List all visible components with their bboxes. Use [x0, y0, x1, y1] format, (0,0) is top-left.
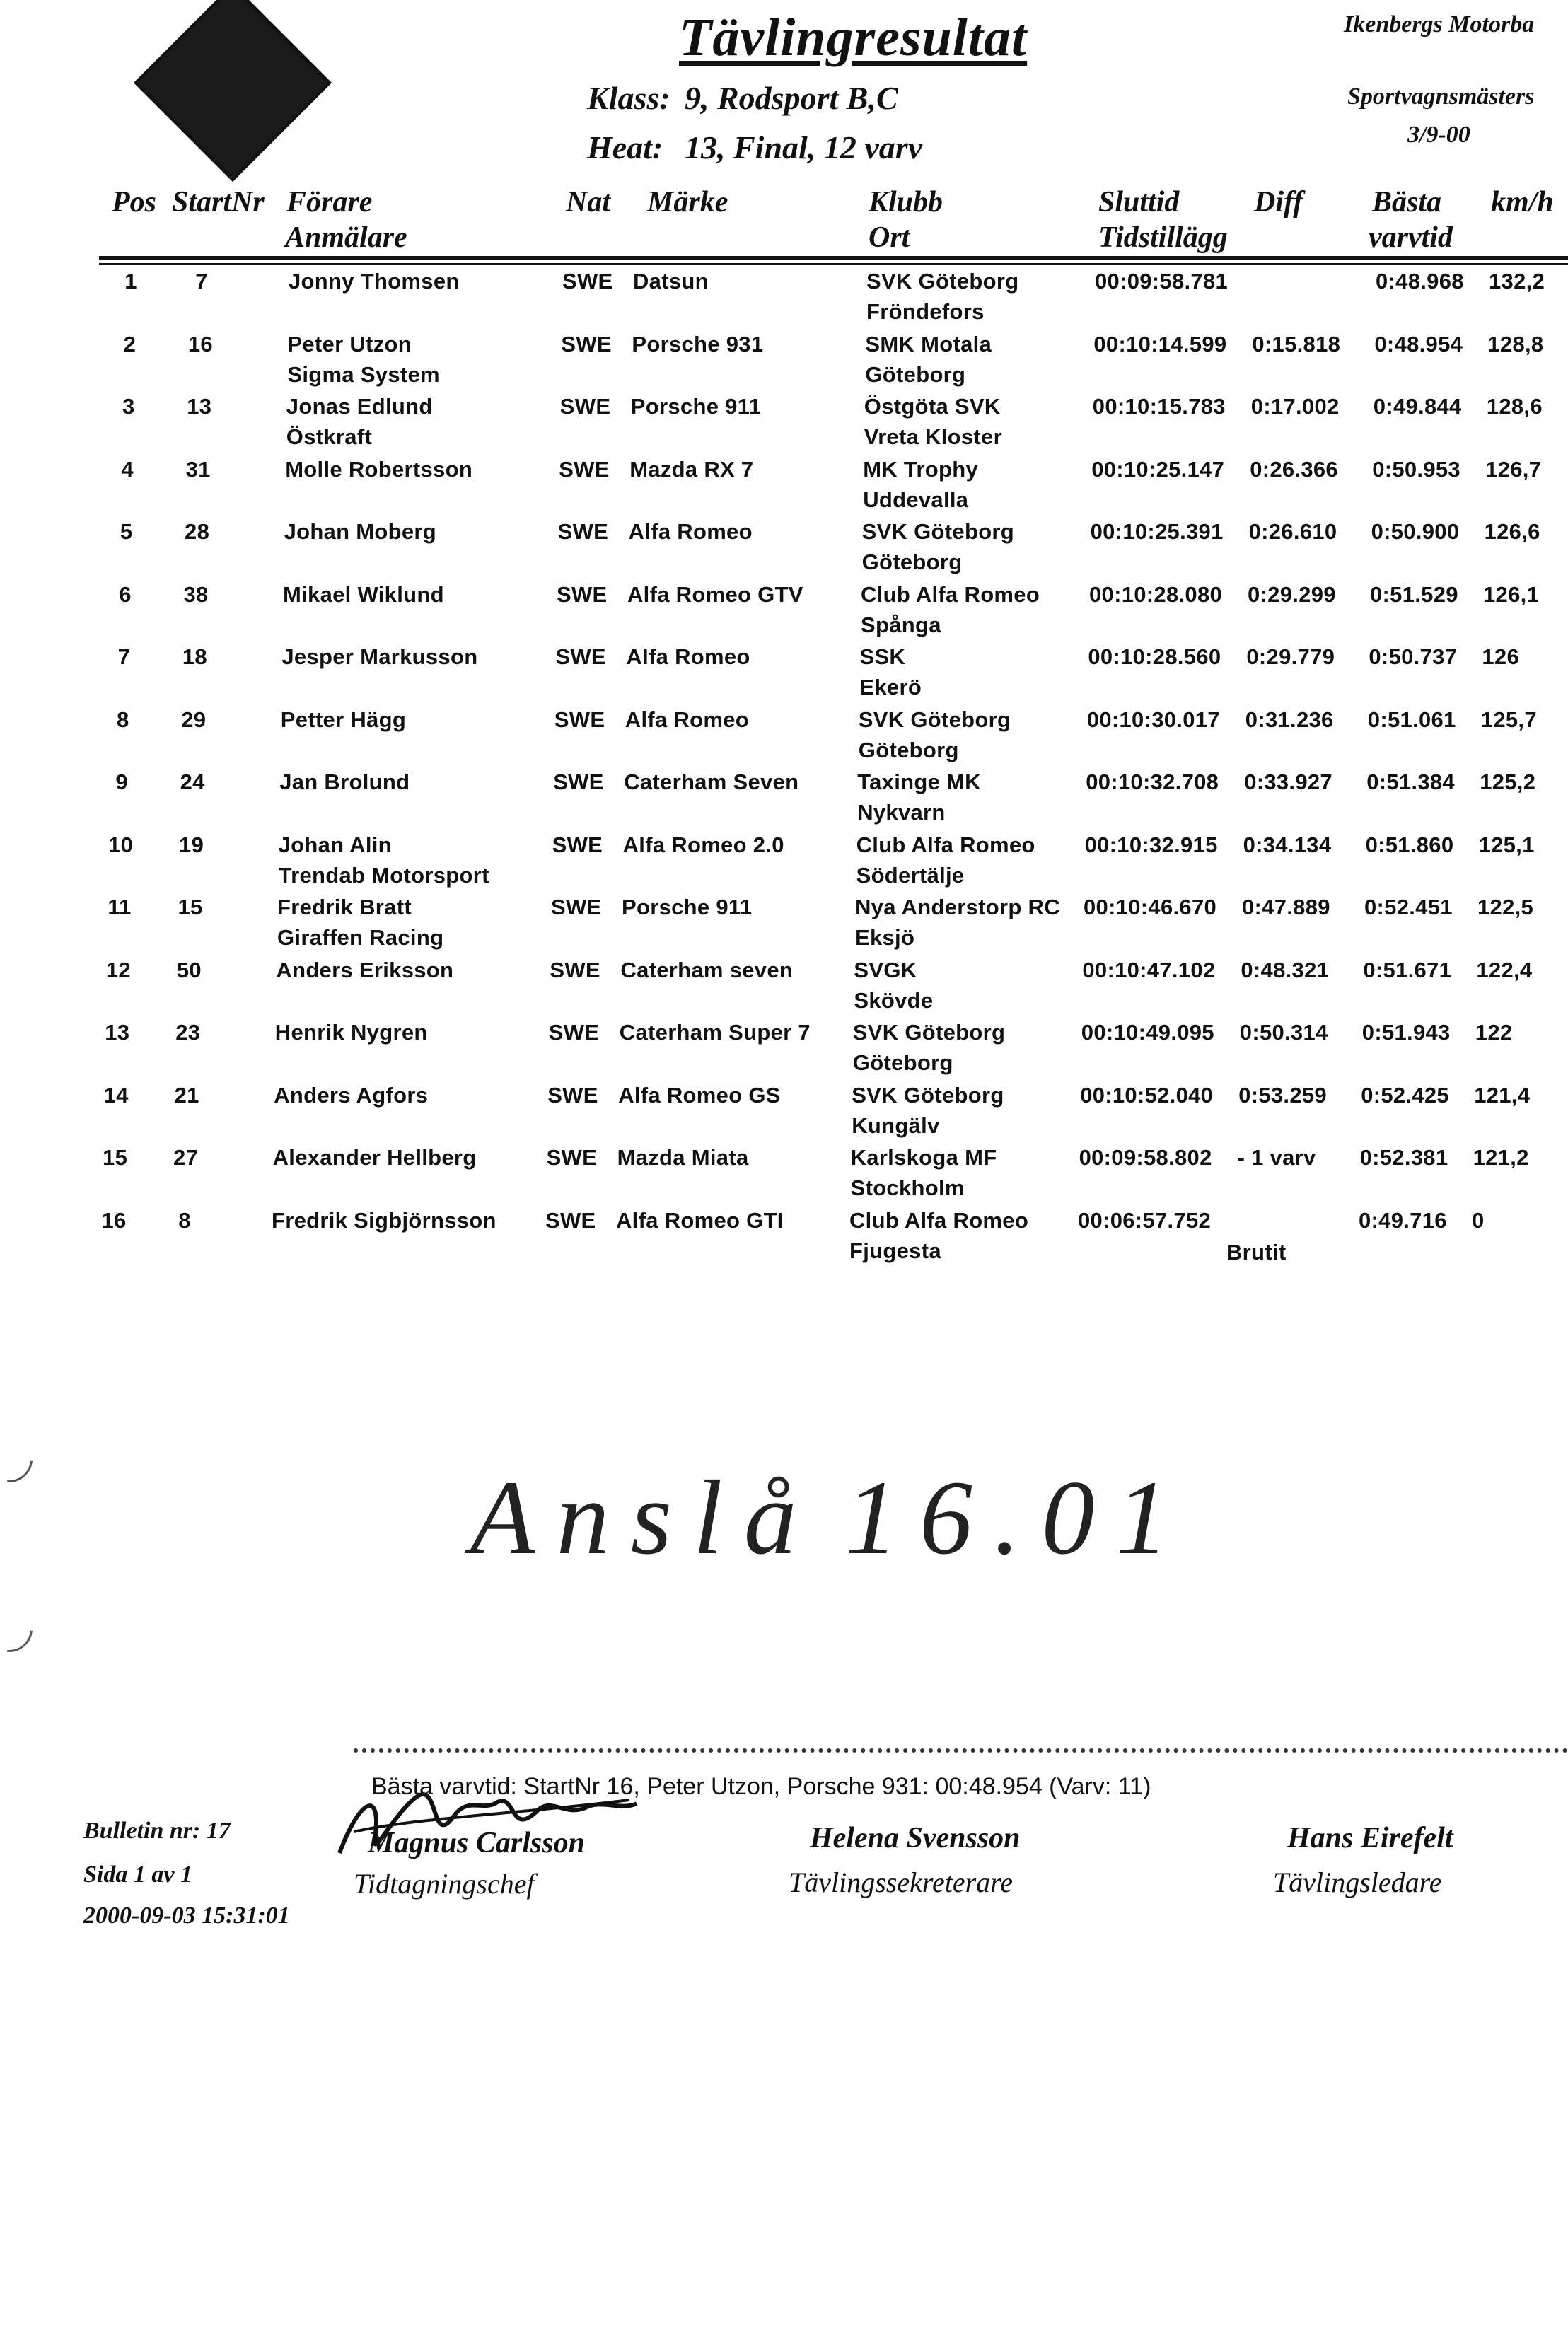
cell-sluttid: 00:10:25.391	[1090, 519, 1224, 544]
cell-marke: Porsche 911	[630, 394, 762, 419]
cell-ort: Uddevalla	[863, 487, 969, 512]
cell-ort: Göteborg	[861, 550, 963, 574]
cell-pos: 4	[121, 456, 134, 482]
cell-nat: SWE	[545, 1207, 596, 1233]
cell-ort: Vreta Kloster	[864, 424, 1002, 449]
cell-kmh: 126,1	[1483, 581, 1540, 607]
cell-startnr: 8	[178, 1207, 191, 1233]
cell-klubb: Taxinge MK	[857, 769, 981, 794]
cell-anmalare: Östkraft	[286, 424, 373, 449]
cell-forare: Fredrik Sigbjörnsson	[272, 1207, 496, 1233]
punch-hole-mark	[0, 1596, 42, 1662]
handwritten-note-time: 16.01	[845, 1459, 1190, 1576]
best-lap-note: Bästa varvtid: StartNr 16, Peter Utzon, Porsche 931: 00:48.954 (Varv: 11)	[371, 1773, 1151, 1800]
cell-forare: Anders Agfors	[274, 1082, 429, 1108]
cell-note: Brutit	[1226, 1239, 1287, 1265]
cell-basta: 0:48.968	[1376, 269, 1464, 294]
cell-nat: SWE	[561, 331, 612, 356]
cell-forare: Mikael Wiklund	[283, 581, 444, 607]
cell-pos: 13	[105, 1020, 130, 1045]
cell-marke: Caterham Seven	[624, 769, 799, 794]
col-klubb: Klubb	[869, 186, 943, 219]
cell-marke: Porsche 911	[622, 895, 753, 919]
cell-pos: 2	[123, 331, 137, 356]
cell-forare: Jesper Markusson	[281, 644, 478, 669]
cell-startnr: 31	[185, 456, 211, 482]
cell-nat: SWE	[562, 269, 613, 294]
series-name: Sportvagnsmästers	[1347, 83, 1535, 110]
col-kmh: km/h	[1491, 186, 1554, 219]
cell-nat: SWE	[555, 644, 606, 669]
cell-pos: 16	[101, 1207, 127, 1233]
punch-hole-mark	[0, 1427, 42, 1492]
signature-1-role: Tidtagningschef	[354, 1868, 535, 1900]
signature-1-name: Magnus Carlsson	[368, 1827, 585, 1859]
cell-pos: 7	[117, 644, 131, 669]
cell-ort: Stockholm	[850, 1175, 965, 1200]
cell-kmh: 126,7	[1485, 456, 1542, 482]
cell-anmalare: Sigma System	[287, 361, 440, 387]
cell-kmh: 128,6	[1486, 394, 1543, 419]
cell-klubb: SVK Göteborg	[861, 519, 1015, 544]
cell-diff: 0:53.259	[1238, 1082, 1327, 1108]
cell-startnr: 21	[174, 1082, 199, 1108]
cell-pos: 5	[120, 519, 133, 544]
cell-klubb: SVK Göteborg	[852, 1082, 1004, 1108]
cell-kmh: 125,2	[1480, 769, 1536, 794]
cell-startnr: 15	[178, 895, 203, 919]
cell-forare: Alexander Hellberg	[272, 1145, 477, 1170]
cell-sluttid: 00:09:58.802	[1079, 1145, 1212, 1170]
cell-nat: SWE	[559, 456, 610, 482]
cell-kmh: 0	[1472, 1207, 1485, 1233]
cell-pos: 1	[124, 269, 137, 294]
print-timestamp: 2000-09-03 15:31:01	[83, 1903, 290, 1929]
cell-sluttid: 00:10:47.102	[1082, 957, 1216, 982]
cell-klubb: MK Trophy	[863, 456, 979, 482]
cell-sluttid: 00:10:32.915	[1084, 832, 1218, 857]
cell-ort: Nykvarn	[857, 800, 946, 825]
cell-klubb: SVK Göteborg	[866, 269, 1019, 294]
cell-marke: Mazda Miata	[617, 1145, 749, 1170]
cell-sluttid: 00:10:28.560	[1088, 644, 1221, 669]
cell-sluttid: 00:06:57.752	[1078, 1207, 1212, 1233]
cell-startnr: 27	[173, 1145, 199, 1170]
cell-forare: Molle Robertsson	[285, 456, 473, 482]
cell-ort: Göteborg	[858, 737, 959, 762]
cell-forare: Jonny Thomsen	[289, 269, 460, 294]
cell-nat: SWE	[557, 581, 608, 607]
cell-marke: Datsun	[633, 269, 709, 294]
cell-startnr: 16	[187, 331, 213, 356]
cell-kmh: 122,4	[1476, 957, 1533, 982]
cell-forare: Fredrik Bratt	[277, 895, 412, 919]
page-title: Tävlingresultat	[679, 8, 1028, 67]
cell-startnr: 24	[180, 769, 205, 794]
cell-basta: 0:51.860	[1365, 832, 1454, 857]
cell-kmh: 122	[1475, 1020, 1513, 1045]
cell-nat: SWE	[557, 519, 609, 544]
cell-pos: 6	[119, 581, 132, 607]
cell-diff: 0:48.321	[1241, 957, 1330, 982]
cell-sluttid: 00:10:14.599	[1093, 331, 1227, 356]
handwritten-note-word: Anslå	[470, 1459, 818, 1576]
cell-sluttid: 00:10:49.095	[1081, 1020, 1214, 1045]
cell-marke: Caterham Super 7	[619, 1020, 811, 1045]
col-sluttid: Sluttid	[1098, 186, 1180, 219]
cell-startnr: 13	[187, 394, 212, 419]
cell-sluttid: 00:10:28.080	[1089, 581, 1223, 607]
cell-ort: Ekerö	[859, 675, 922, 699]
cell-forare: Johan Moberg	[284, 519, 437, 544]
cell-klubb: Club Alfa Romeo	[856, 832, 1035, 857]
cell-diff: 0:34.134	[1243, 832, 1332, 857]
cell-basta: 0:52.451	[1364, 895, 1453, 919]
cell-sluttid: 00:09:58.781	[1095, 269, 1229, 294]
cell-kmh: 126,6	[1484, 519, 1540, 544]
cell-pos: 12	[105, 957, 131, 982]
cell-marke: Alfa Romeo GTI	[616, 1207, 784, 1233]
footer-dotted-line	[354, 1748, 1568, 1753]
cell-ort: Fröndefors	[866, 299, 985, 324]
cell-forare: Jonas Edlund	[286, 394, 433, 419]
col-startnr: StartNr	[172, 186, 265, 219]
cell-marke: Alfa Romeo	[625, 707, 750, 732]
cell-klubb: SVK Göteborg	[858, 707, 1011, 732]
cell-nat: SWE	[550, 957, 600, 982]
cell-forare: Peter Utzon	[287, 331, 412, 356]
cell-sluttid: 00:10:25.147	[1091, 456, 1225, 482]
cell-ort: Göteborg	[852, 1050, 953, 1075]
cell-klubb: Club Alfa Romeo	[849, 1207, 1029, 1233]
signature-2-name: Helena Svensson	[810, 1822, 1021, 1854]
cell-marke: Alfa Romeo GTV	[627, 581, 803, 607]
cell-forare: Henrik Nygren	[274, 1020, 428, 1045]
cell-diff: 0:29.299	[1248, 581, 1336, 607]
cell-anmalare: Giraffen Racing	[277, 925, 444, 950]
cell-basta: 0:52.381	[1359, 1145, 1448, 1170]
cell-forare: Johan Alin	[278, 832, 392, 857]
col-pos: Pos	[112, 186, 156, 219]
cell-klubb: SVGK	[854, 957, 917, 982]
cell-ort: Fjugesta	[849, 1238, 941, 1263]
col-nat: Nat	[566, 186, 610, 219]
cell-ort: Spånga	[861, 612, 941, 637]
cell-sluttid: 00:10:32.708	[1086, 769, 1219, 794]
cell-klubb: Karlskoga MF	[850, 1145, 997, 1170]
header-rule	[99, 256, 1568, 260]
cell-marke: Alfa Romeo 2.0	[622, 832, 784, 857]
cell-pos: 3	[122, 394, 135, 419]
col-marke: Märke	[647, 186, 728, 219]
cell-basta: 0:50.900	[1371, 519, 1460, 544]
cell-ort: Södertälje	[856, 862, 965, 888]
cell-basta: 0:51.529	[1370, 581, 1458, 607]
col-anmalare: Anmälare	[285, 221, 407, 254]
cell-pos: 8	[117, 707, 129, 732]
cell-diff: 0:50.314	[1239, 1020, 1328, 1045]
cell-forare: Anders Eriksson	[276, 957, 454, 982]
cell-klubb: SMK Motala	[865, 331, 992, 356]
cell-kmh: 121,4	[1474, 1082, 1531, 1108]
cell-sluttid: 00:10:15.783	[1092, 394, 1226, 419]
cell-startnr: 28	[185, 519, 210, 544]
cell-klubb: Club Alfa Romeo	[861, 581, 1040, 607]
cell-klubb: SVK Göteborg	[852, 1020, 1006, 1045]
cell-nat: SWE	[548, 1020, 600, 1045]
cell-sluttid: 00:10:30.017	[1086, 707, 1220, 732]
cell-klubb: Nya Anderstorp RC	[855, 895, 1060, 919]
event-date: 3/9-00	[1407, 122, 1470, 148]
col-forare: Förare	[286, 186, 373, 219]
cell-kmh: 132,2	[1489, 269, 1545, 294]
cell-diff: 0:26.610	[1248, 519, 1337, 544]
cell-basta: 0:51.943	[1361, 1020, 1451, 1045]
cell-ort: Eksjö	[855, 925, 915, 950]
cell-kmh: 126	[1482, 644, 1520, 669]
cell-startnr: 7	[195, 269, 208, 294]
cell-kmh: 128,8	[1487, 331, 1544, 356]
cell-pos: 11	[108, 895, 132, 919]
heat-value: 13, Final, 12 varv	[685, 129, 923, 165]
cell-nat: SWE	[547, 1082, 598, 1108]
cell-basta: 0:49.844	[1373, 394, 1462, 419]
col-ort: Ort	[869, 221, 910, 254]
cell-diff: 0:15.818	[1252, 331, 1341, 356]
cell-pos: 10	[108, 832, 134, 857]
cell-anmalare: Trendab Motorsport	[278, 862, 489, 888]
cell-ort: Kungälv	[852, 1113, 940, 1138]
cell-marke: Mazda RX 7	[629, 456, 754, 482]
cell-marke: Alfa Romeo	[626, 644, 750, 669]
cell-basta: 0:48.954	[1374, 331, 1463, 356]
cell-diff: 0:17.002	[1250, 394, 1340, 419]
cell-nat: SWE	[554, 707, 605, 732]
cell-diff: 0:26.366	[1250, 456, 1338, 482]
klass-label: Klass:	[587, 80, 670, 116]
cell-basta: 0:50.953	[1372, 456, 1460, 482]
cell-startnr: 18	[182, 644, 207, 669]
heat-label: Heat:	[587, 129, 663, 165]
cell-diff: 0:31.236	[1245, 707, 1334, 732]
klass-value: 9, Rodsport B,C	[685, 80, 898, 116]
cell-basta: 0:49.716	[1359, 1207, 1447, 1233]
page-count: Sida 1 av 1	[83, 1861, 192, 1888]
cell-nat: SWE	[546, 1145, 598, 1170]
cell-sluttid: 00:10:46.670	[1084, 895, 1217, 919]
signature-2-role: Tävlingssekreterare	[789, 1866, 1013, 1898]
cell-basta: 0:51.384	[1366, 769, 1455, 794]
col-diff: Diff	[1254, 186, 1303, 219]
col-basta: Bästa	[1372, 186, 1442, 219]
organizer-name: Ikenbergs Motorba	[1344, 11, 1535, 37]
cell-pos: 14	[103, 1082, 129, 1108]
cell-startnr: 29	[181, 707, 207, 732]
cell-kmh: 125,1	[1478, 832, 1535, 857]
cell-kmh: 125,7	[1480, 707, 1537, 732]
cell-marke: Alfa Romeo	[628, 519, 753, 544]
cell-nat: SWE	[559, 394, 611, 419]
cell-pos: 15	[103, 1145, 128, 1170]
cell-diff: 0:47.889	[1242, 895, 1330, 919]
cell-marke: Caterham seven	[620, 957, 794, 982]
cell-ort: Göteborg	[865, 361, 966, 387]
cell-klubb: Östgöta SVK	[864, 394, 1001, 419]
cell-sluttid: 00:10:52.040	[1080, 1082, 1214, 1108]
cell-basta: 0:51.671	[1363, 957, 1452, 982]
cell-startnr: 38	[183, 581, 209, 607]
cell-marke: Alfa Romeo GS	[618, 1082, 781, 1108]
cell-marke: Porsche 931	[632, 331, 764, 356]
cell-startnr: 50	[176, 957, 202, 982]
cell-kmh: 121,2	[1473, 1145, 1529, 1170]
cell-klubb: SSK	[859, 644, 906, 669]
cell-basta: 0:51.061	[1367, 707, 1456, 732]
cell-diff: 0:29.779	[1246, 644, 1335, 669]
cell-nat: SWE	[552, 832, 603, 857]
bulletin-number: Bulletin nr: 17	[83, 1818, 231, 1844]
cell-basta: 0:52.425	[1361, 1082, 1449, 1108]
cell-nat: SWE	[551, 895, 602, 919]
cell-pos: 9	[115, 769, 128, 794]
cell-basta: 0:50.737	[1369, 644, 1458, 669]
col-varvtid: varvtid	[1369, 221, 1453, 254]
cell-kmh: 122,5	[1477, 895, 1534, 919]
signature-3-name: Hans Eirefelt	[1287, 1822, 1453, 1854]
cell-forare: Petter Hägg	[280, 707, 407, 732]
cell-diff: 0:33.927	[1244, 769, 1332, 794]
cell-ort: Skövde	[854, 987, 934, 1013]
cell-forare: Jan Brolund	[279, 769, 410, 794]
cell-startnr: 23	[175, 1020, 201, 1045]
cell-diff: - 1 varv	[1237, 1145, 1316, 1170]
header-rule-thin	[99, 263, 1568, 265]
organizer-logo	[134, 0, 332, 182]
cell-nat: SWE	[553, 769, 604, 794]
col-tidstillagg: Tidstillägg	[1098, 221, 1228, 254]
cell-startnr: 19	[179, 832, 204, 857]
signature-3-role: Tävlingsledare	[1273, 1866, 1442, 1898]
